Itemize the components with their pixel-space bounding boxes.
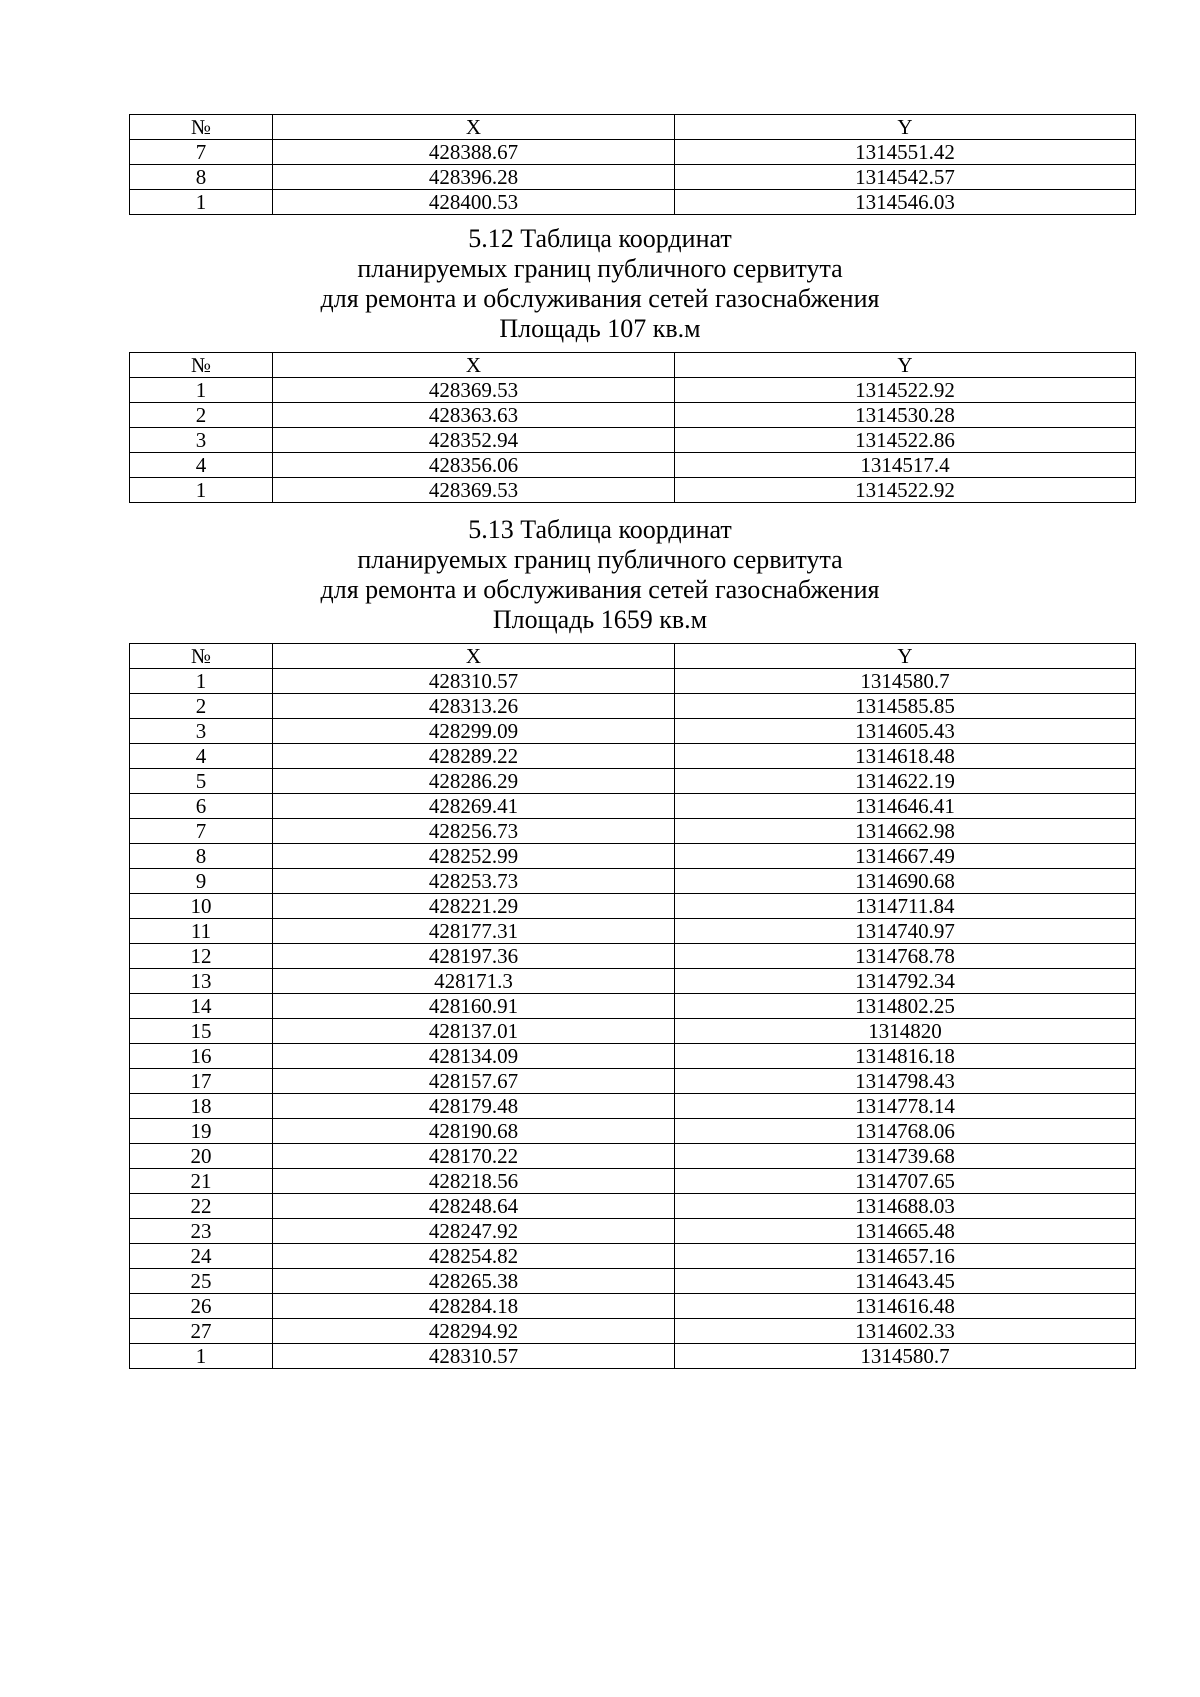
cell-num: 2 — [130, 694, 273, 719]
table-row — [130, 969, 1136, 994]
table-row — [130, 453, 1136, 478]
cell-y: 1314820 — [675, 1019, 1136, 1044]
cell-y: 1314551.42 — [675, 140, 1136, 165]
table-body — [130, 353, 1136, 503]
cell-y: 1314542.57 — [675, 165, 1136, 190]
cell-x: 428190.68 — [273, 1119, 675, 1144]
cell-y: 1314522.92 — [675, 378, 1136, 403]
cell-y: 1314792.34 — [675, 969, 1136, 994]
cell-x: 428248.64 — [273, 1194, 675, 1219]
header-y: Y — [675, 115, 1136, 140]
cell-y: 1314646.41 — [675, 794, 1136, 819]
cell-y: 1314522.92 — [675, 478, 1136, 503]
heading-title: 5.13 Таблица координат — [468, 515, 732, 544]
table-row — [130, 1169, 1136, 1194]
table-header-row — [130, 353, 1136, 378]
cell-num: 4 — [130, 744, 273, 769]
cell-y: 1314622.19 — [675, 769, 1136, 794]
table-row — [130, 944, 1136, 969]
table-heading-5-13 — [0, 515, 1200, 635]
cell-x: 428197.36 — [273, 944, 675, 969]
cell-y: 1314522.86 — [675, 428, 1136, 453]
coordinates-table-5-12 — [129, 352, 1135, 503]
cell-x: 428388.67 — [273, 140, 675, 165]
table-heading-5-12 — [0, 224, 1200, 344]
cell-num: 3 — [130, 428, 273, 453]
header-num: № — [130, 644, 273, 669]
table-row — [130, 478, 1136, 503]
cell-num: 2 — [130, 403, 273, 428]
cell-num: 1 — [130, 669, 273, 694]
cell-x: 428221.29 — [273, 894, 675, 919]
cell-x: 428179.48 — [273, 1094, 675, 1119]
cell-y: 1314798.43 — [675, 1069, 1136, 1094]
table-row — [130, 994, 1136, 1019]
cell-x: 428269.41 — [273, 794, 675, 819]
table-row — [130, 1269, 1136, 1294]
heading-subtitle: планируемых границ публичного сервитута — [357, 545, 843, 574]
cell-num: 14 — [130, 994, 273, 1019]
cell-x: 428356.06 — [273, 453, 675, 478]
cell-x: 428252.99 — [273, 844, 675, 869]
table-row — [130, 1194, 1136, 1219]
cell-num: 11 — [130, 919, 273, 944]
cell-y: 1314602.33 — [675, 1319, 1136, 1344]
coordinates-table-5-13 — [129, 643, 1135, 1369]
cell-num: 20 — [130, 1144, 273, 1169]
cell-y: 1314768.78 — [675, 944, 1136, 969]
table-row — [130, 1219, 1136, 1244]
cell-y: 1314707.65 — [675, 1169, 1136, 1194]
cell-x: 428352.94 — [273, 428, 675, 453]
table-row — [130, 1044, 1136, 1069]
header-x: X — [273, 115, 675, 140]
cell-num: 27 — [130, 1319, 273, 1344]
table-row — [130, 819, 1136, 844]
cell-x: 428284.18 — [273, 1294, 675, 1319]
cell-x: 428157.67 — [273, 1069, 675, 1094]
cell-x: 428313.26 — [273, 694, 675, 719]
cell-x: 428256.73 — [273, 819, 675, 844]
table-header-row — [130, 115, 1136, 140]
cell-y: 1314530.28 — [675, 403, 1136, 428]
heading-area: Площадь 1659 кв.м — [492, 605, 708, 634]
coordinates-table-continued — [129, 114, 1135, 215]
cell-num: 3 — [130, 719, 273, 744]
cell-num: 1 — [130, 190, 273, 215]
cell-y: 1314711.84 — [675, 894, 1136, 919]
cell-y: 1314580.7 — [675, 669, 1136, 694]
cell-x: 428310.57 — [273, 669, 675, 694]
cell-num: 10 — [130, 894, 273, 919]
cell-x: 428137.01 — [273, 1019, 675, 1044]
cell-x: 428170.22 — [273, 1144, 675, 1169]
cell-y: 1314616.48 — [675, 1294, 1136, 1319]
cell-y: 1314802.25 — [675, 994, 1136, 1019]
cell-num: 4 — [130, 453, 273, 478]
cell-y: 1314740.97 — [675, 919, 1136, 944]
cell-x: 428253.73 — [273, 869, 675, 894]
table-row — [130, 719, 1136, 744]
header-num: № — [130, 115, 273, 140]
table-row — [130, 1244, 1136, 1269]
cell-y: 1314580.7 — [675, 1344, 1136, 1369]
cell-x: 428396.28 — [273, 165, 675, 190]
table-body — [130, 115, 1136, 215]
cell-x: 428218.56 — [273, 1169, 675, 1194]
cell-num: 15 — [130, 1019, 273, 1044]
cell-y: 1314690.68 — [675, 869, 1136, 894]
table-row — [130, 794, 1136, 819]
cell-y: 1314605.43 — [675, 719, 1136, 744]
cell-num: 1 — [130, 478, 273, 503]
cell-y: 1314585.85 — [675, 694, 1136, 719]
cell-x: 428265.38 — [273, 1269, 675, 1294]
cell-num: 21 — [130, 1169, 273, 1194]
cell-num: 22 — [130, 1194, 273, 1219]
coordinates-table — [129, 352, 1136, 503]
heading-purpose: для ремонта и обслуживания сетей газоснабжения — [320, 575, 880, 604]
cell-y: 1314643.45 — [675, 1269, 1136, 1294]
cell-x: 428254.82 — [273, 1244, 675, 1269]
header-x: X — [273, 644, 675, 669]
cell-x: 428363.63 — [273, 403, 675, 428]
cell-num: 5 — [130, 769, 273, 794]
cell-x: 428247.92 — [273, 1219, 675, 1244]
cell-num: 8 — [130, 844, 273, 869]
cell-y: 1314517.4 — [675, 453, 1136, 478]
heading-area: Площадь 107 кв.м — [499, 314, 701, 343]
header-y: Y — [675, 353, 1136, 378]
cell-num: 24 — [130, 1244, 273, 1269]
cell-y: 1314662.98 — [675, 819, 1136, 844]
table-row — [130, 165, 1136, 190]
cell-x: 428171.3 — [273, 969, 675, 994]
table-row — [130, 378, 1136, 403]
table-row — [130, 769, 1136, 794]
cell-y: 1314739.68 — [675, 1144, 1136, 1169]
cell-num: 9 — [130, 869, 273, 894]
cell-num: 26 — [130, 1294, 273, 1319]
table-row — [130, 1119, 1136, 1144]
cell-y: 1314667.49 — [675, 844, 1136, 869]
table-row — [130, 1144, 1136, 1169]
cell-x: 428134.09 — [273, 1044, 675, 1069]
table-row — [130, 1319, 1136, 1344]
heading-subtitle: планируемых границ публичного сервитута — [357, 254, 843, 283]
cell-num: 18 — [130, 1094, 273, 1119]
table-row — [130, 919, 1136, 944]
cell-x: 428369.53 — [273, 378, 675, 403]
table-row — [130, 744, 1136, 769]
table-row — [130, 844, 1136, 869]
cell-x: 428369.53 — [273, 478, 675, 503]
cell-num: 7 — [130, 140, 273, 165]
cell-x: 428286.29 — [273, 769, 675, 794]
header-num: № — [130, 353, 273, 378]
cell-x: 428160.91 — [273, 994, 675, 1019]
cell-x: 428310.57 — [273, 1344, 675, 1369]
table-row — [130, 140, 1136, 165]
cell-num: 6 — [130, 794, 273, 819]
cell-num: 17 — [130, 1069, 273, 1094]
cell-num: 12 — [130, 944, 273, 969]
table-row — [130, 1019, 1136, 1044]
cell-num: 16 — [130, 1044, 273, 1069]
table-row — [130, 669, 1136, 694]
coordinates-table — [129, 643, 1136, 1369]
header-x: X — [273, 353, 675, 378]
cell-num: 23 — [130, 1219, 273, 1244]
cell-num: 1 — [130, 1344, 273, 1369]
cell-y: 1314618.48 — [675, 744, 1136, 769]
cell-x: 428177.31 — [273, 919, 675, 944]
heading-purpose: для ремонта и обслуживания сетей газоснабжения — [320, 284, 880, 313]
cell-x: 428400.53 — [273, 190, 675, 215]
table-row — [130, 190, 1136, 215]
table-row — [130, 1069, 1136, 1094]
table-row — [130, 1094, 1136, 1119]
table-row — [130, 1344, 1136, 1369]
cell-y: 1314768.06 — [675, 1119, 1136, 1144]
cell-num: 19 — [130, 1119, 273, 1144]
cell-y: 1314778.14 — [675, 1094, 1136, 1119]
cell-x: 428294.92 — [273, 1319, 675, 1344]
heading-title: 5.12 Таблица координат — [468, 224, 732, 253]
header-y: Y — [675, 644, 1136, 669]
table-row — [130, 694, 1136, 719]
cell-y: 1314546.03 — [675, 190, 1136, 215]
cell-x: 428289.22 — [273, 744, 675, 769]
table-row — [130, 894, 1136, 919]
cell-y: 1314657.16 — [675, 1244, 1136, 1269]
cell-x: 428299.09 — [273, 719, 675, 744]
table-row — [130, 1294, 1136, 1319]
coordinates-table — [129, 114, 1136, 215]
table-row — [130, 428, 1136, 453]
cell-num: 25 — [130, 1269, 273, 1294]
cell-y: 1314816.18 — [675, 1044, 1136, 1069]
table-header-row — [130, 644, 1136, 669]
cell-y: 1314665.48 — [675, 1219, 1136, 1244]
cell-y: 1314688.03 — [675, 1194, 1136, 1219]
cell-num: 13 — [130, 969, 273, 994]
cell-num: 8 — [130, 165, 273, 190]
cell-num: 1 — [130, 378, 273, 403]
table-row — [130, 869, 1136, 894]
table-body — [130, 644, 1136, 1369]
table-row — [130, 403, 1136, 428]
cell-num: 7 — [130, 819, 273, 844]
